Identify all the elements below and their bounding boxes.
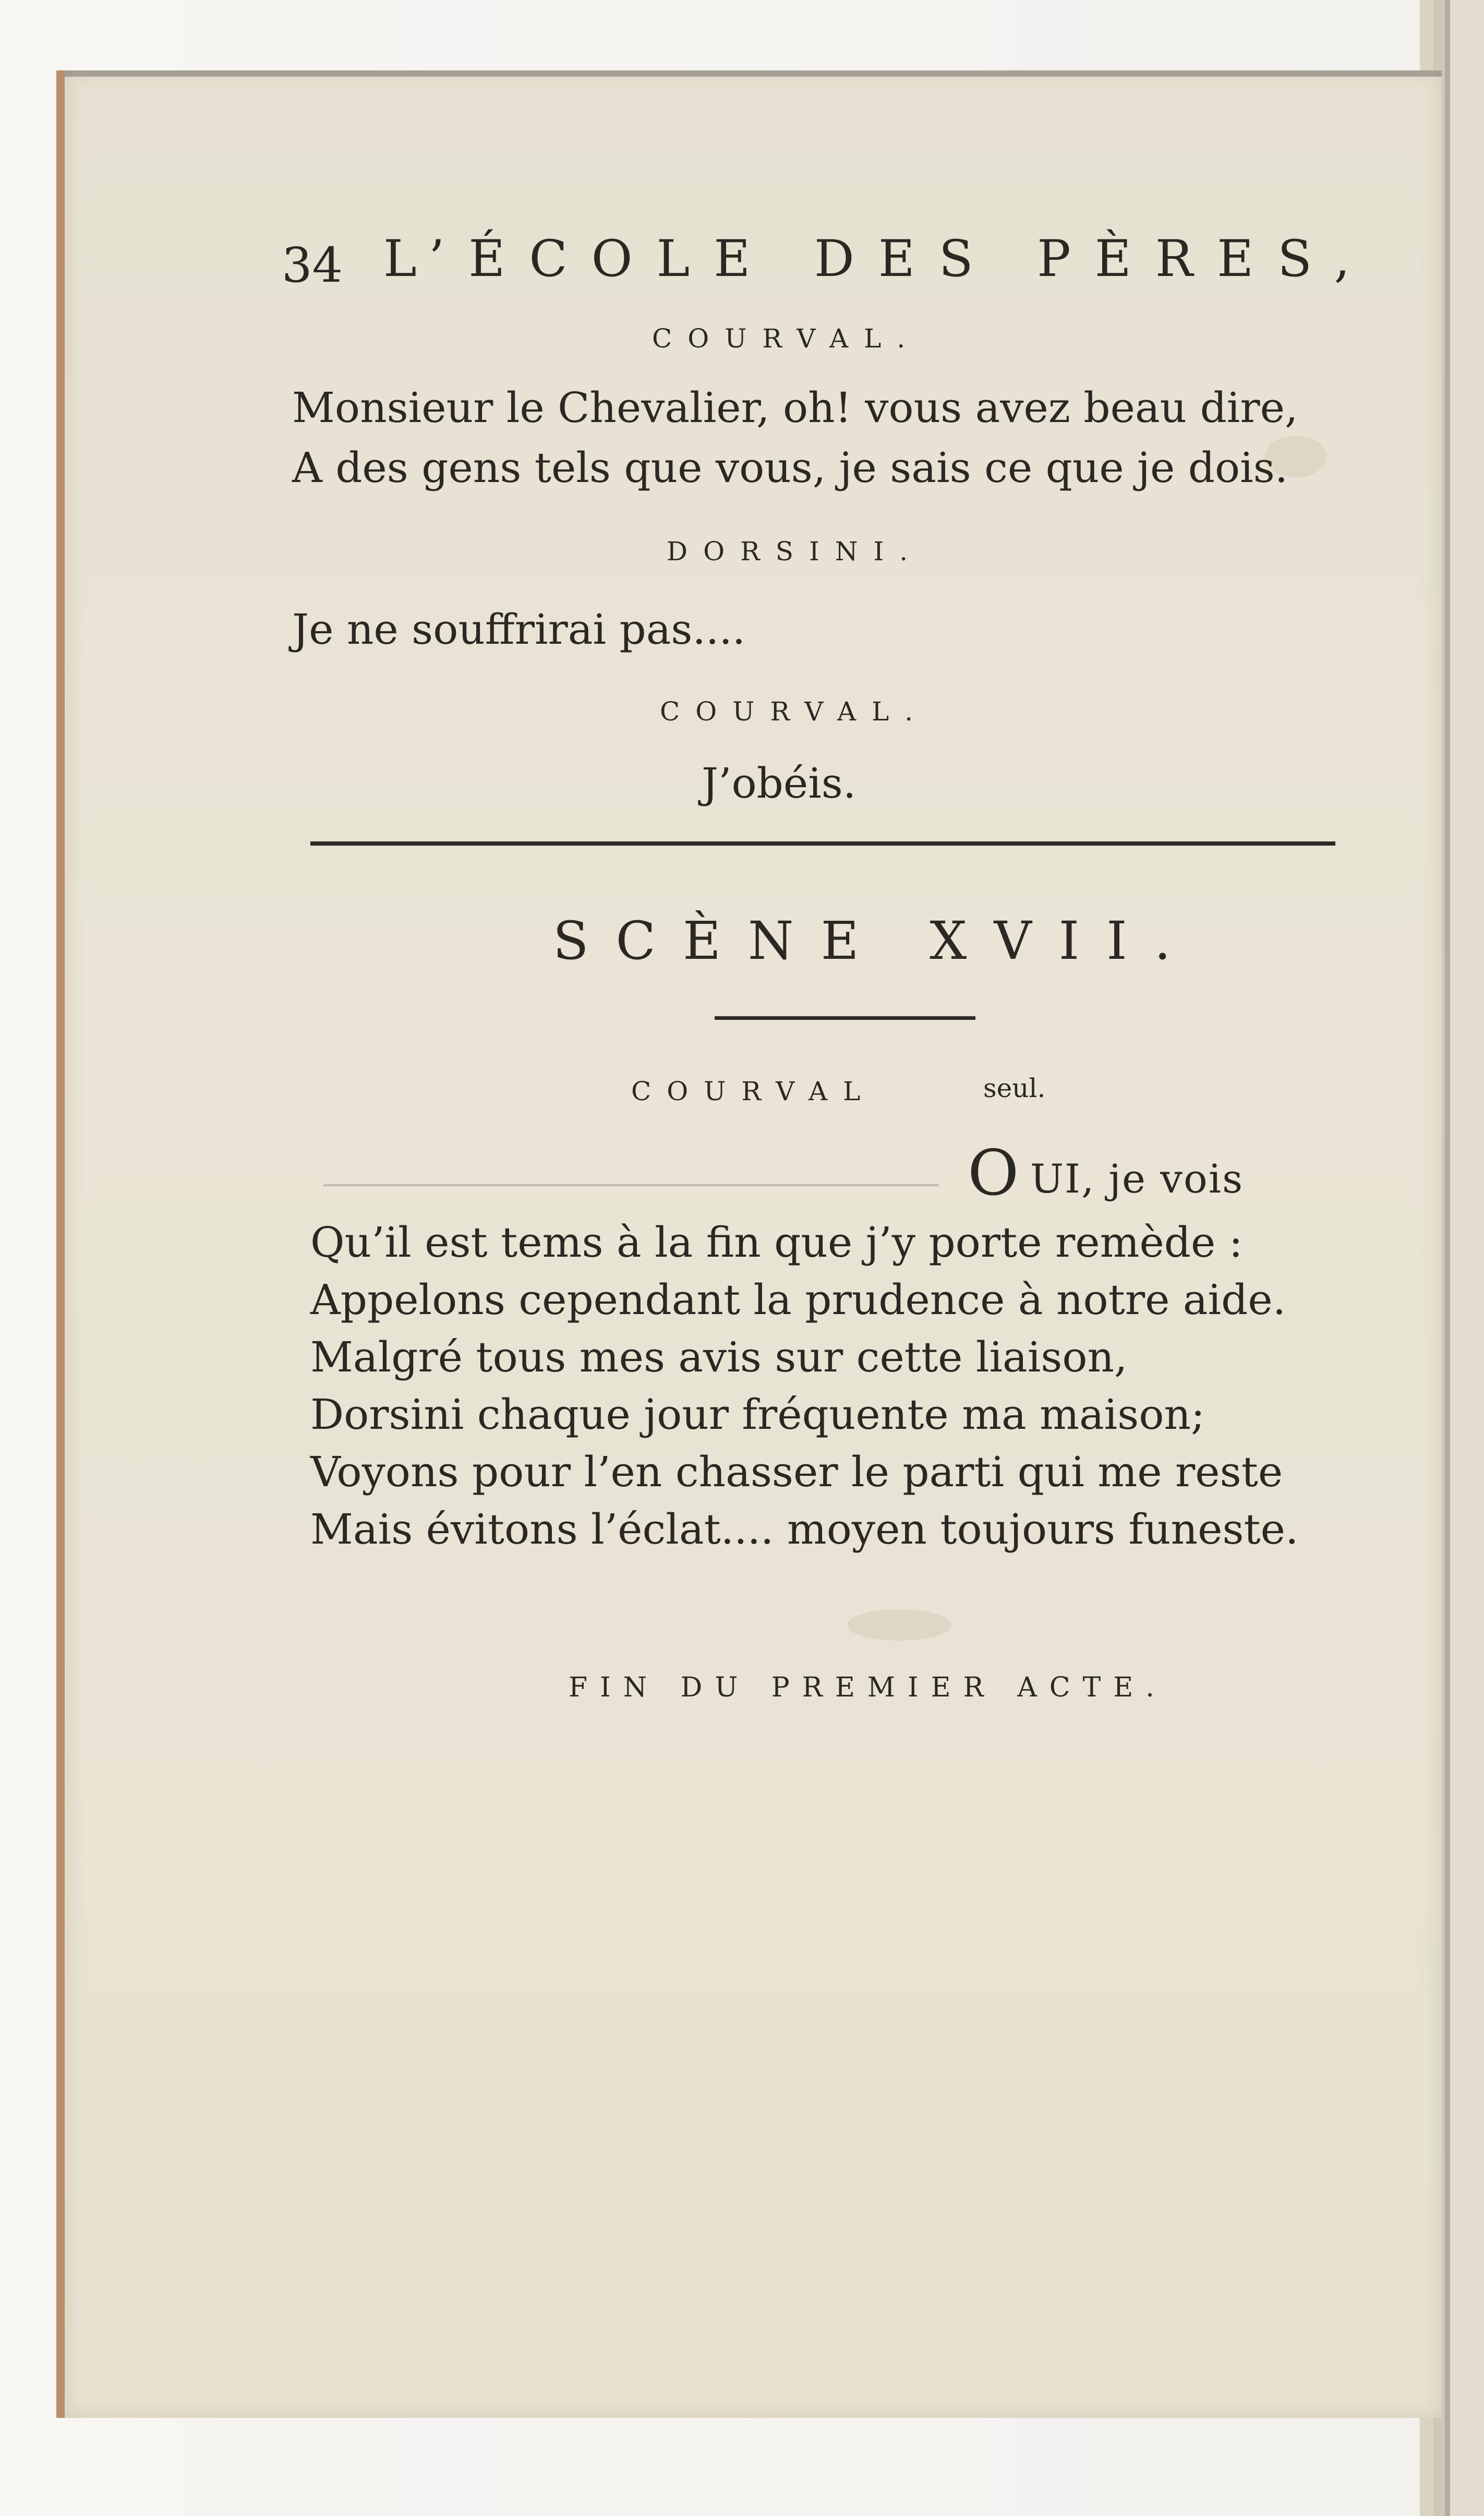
- stage-direction: seul.: [983, 1073, 1046, 1103]
- verse-line: Voyons pour l’en chasser le parti qui me reste: [310, 1448, 1283, 1496]
- verse-line: A des gens tels que vous, je sais ce que je dois.: [292, 443, 1288, 492]
- speaker-name: COURVAL.: [652, 323, 921, 354]
- verse-line: Appelons cependant la prudence à notre aide.: [310, 1275, 1286, 1324]
- speaker-name: DORSINI.: [667, 536, 924, 567]
- verse-line: Dorsini chaque jour fréquente ma maison;: [310, 1390, 1205, 1439]
- verse-line: J’obéis.: [702, 759, 856, 808]
- verse-line: Monsieur le Chevalier, oh! vous avez beau dire,: [292, 383, 1298, 432]
- running-title: L’ÉCOLE DES PÈRES,: [383, 230, 1374, 288]
- scene-title-underline: [715, 1016, 975, 1020]
- paper-stain: [847, 1609, 951, 1641]
- section-divider: [310, 841, 1335, 846]
- end-of-act: FIN DU PREMIER ACTE.: [569, 1672, 1167, 1703]
- faint-rule: [323, 1184, 939, 1186]
- verse-line: Qu’il est tems à la fin que j’y porte remède :: [310, 1218, 1243, 1267]
- scene-speaker-name: COURVAL: [631, 1076, 876, 1106]
- first-verse-line: UI, je vois: [1030, 1155, 1244, 1202]
- drop-cap: O: [968, 1137, 1019, 1210]
- verse-line: Mais évitons l’éclat.... moyen toujours funeste.: [310, 1505, 1299, 1554]
- binding-strip: [1445, 0, 1484, 2516]
- verse-line: Malgré tous mes avis sur cette liaison,: [310, 1333, 1128, 1381]
- speaker-name: COURVAL.: [660, 696, 929, 727]
- scene-title: SCÈNE XVII.: [553, 910, 1198, 971]
- page-number: 34: [282, 237, 343, 293]
- verse-line: Je ne souffrirai pas....: [292, 605, 746, 654]
